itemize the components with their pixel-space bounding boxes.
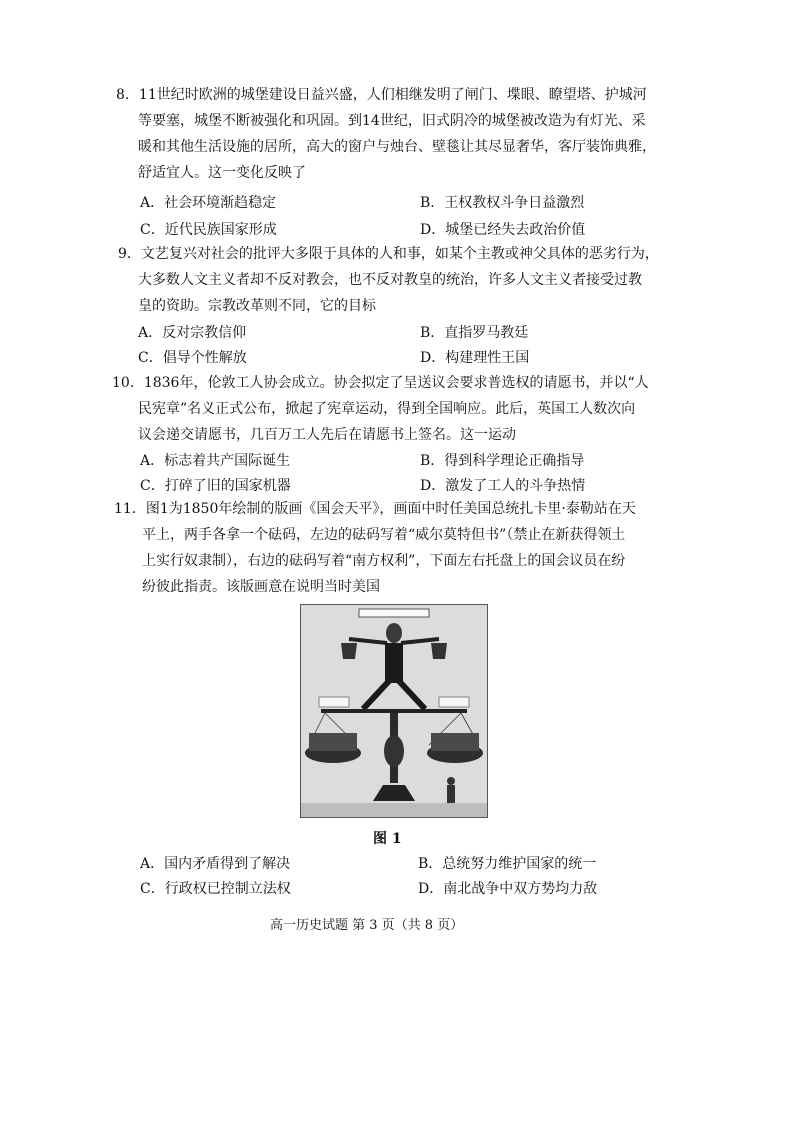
question-9-line-3: 皇的资助。宗教改革则不同，它的目标 <box>138 298 376 314</box>
question-11-option-d[interactable]: D．南北战争中双方势均力敌 <box>418 881 598 897</box>
question-9-option-d[interactable]: D．构建理性王国 <box>420 350 530 366</box>
page-footer: 高一历史试题 第 3 页（共 8 页） <box>270 918 464 933</box>
question-8-option-c[interactable]: C．近代民族国家形成 <box>140 222 277 238</box>
question-8 <box>116 82 656 186</box>
question-8-option-d[interactable]: D．城堡已经失去政治价值 <box>420 222 586 238</box>
question-10-line-3: 议会递交请愿书，几百万工人先后在请愿书上签名。这一运动 <box>138 427 516 443</box>
question-8-option-b[interactable]: B．王权教权斗争日益激烈 <box>420 195 585 211</box>
question-11 <box>114 496 636 600</box>
scales-engraving-image <box>300 604 488 818</box>
question-10-option-a[interactable]: A．标志着共产国际诞生 <box>140 453 291 469</box>
question-8-line-2: 等要塞，城堡不断被强化和巩固。到14世纪，旧式阴冷的城堡被改造为有灯光、采 <box>138 113 646 129</box>
question-11-line-4: 纷彼此指责。该版画意在说明当时美国 <box>142 579 380 595</box>
question-8-line-4: 舒适宜人。这一变化反映了 <box>138 165 306 181</box>
question-9-option-c[interactable]: C．倡导个性解放 <box>138 350 247 366</box>
question-10 <box>112 370 649 448</box>
scales-engraving-illustration <box>301 605 487 817</box>
question-11-option-b[interactable]: B．总统努力维护国家的统一 <box>418 856 597 872</box>
question-9-option-b[interactable]: B．直指罗马教廷 <box>420 325 529 341</box>
question-10-option-b[interactable]: B．得到科学理论正确指导 <box>420 453 585 469</box>
question-10-line-1: 10．1836年，伦敦工人协会成立。协会拟定了呈送议会要求普选权的请愿书，并以“人 <box>112 375 649 391</box>
question-9 <box>118 241 659 319</box>
figure-caption: 图 1 <box>373 831 402 847</box>
question-9-option-a[interactable]: A．反对宗教信仰 <box>138 325 247 341</box>
question-10-option-d[interactable]: D．激发了工人的斗争热情 <box>420 478 586 494</box>
question-9-line-2: 大多数人文主义者却不反对教会，也不反对教皇的统治，许多人文主义者接受过教 <box>138 272 642 288</box>
question-11-line-1: 11．图1为1850年绘制的版画《国会天平》，画面中时任美国总统扎卡里·泰勒站在天 <box>114 501 636 517</box>
question-11-line-3: 上实行奴隶制），右边的砝码写着“南方权利”，下面左右托盘上的国会议员在纷 <box>142 553 626 569</box>
question-10-option-c[interactable]: C．打碎了旧的国家机器 <box>140 478 291 494</box>
question-10-line-2: 民宪章”名义正式公布，掀起了宪章运动，得到全国响应。此后，英国工人数次向 <box>138 401 636 417</box>
question-11-option-c[interactable]: C．行政权已控制立法权 <box>140 881 291 897</box>
question-8-line-3: 暖和其他生活设施的居所，高大的窗户与烛台、壁毯让其尽显奢华，客厅装饰典雅， <box>138 139 656 155</box>
question-8-option-a[interactable]: A．社会环境渐趋稳定 <box>140 195 277 211</box>
question-9-line-1: 9．文艺复兴对社会的批评大多限于具体的人和事，如某个主教或神父具体的恶劣行为， <box>118 246 659 262</box>
question-8-line-1: 8．11世纪时欧洲的城堡建设日益兴盛，人们相继发明了闸门、堞眼、瞭望塔、护城河 <box>116 87 647 103</box>
question-11-line-2: 平上，两手各拿一个砝码，左边的砝码写着“威尔莫特但书”（禁止在新获得领土 <box>142 527 626 543</box>
question-11-option-a[interactable]: A．国内矛盾得到了解决 <box>140 856 291 872</box>
